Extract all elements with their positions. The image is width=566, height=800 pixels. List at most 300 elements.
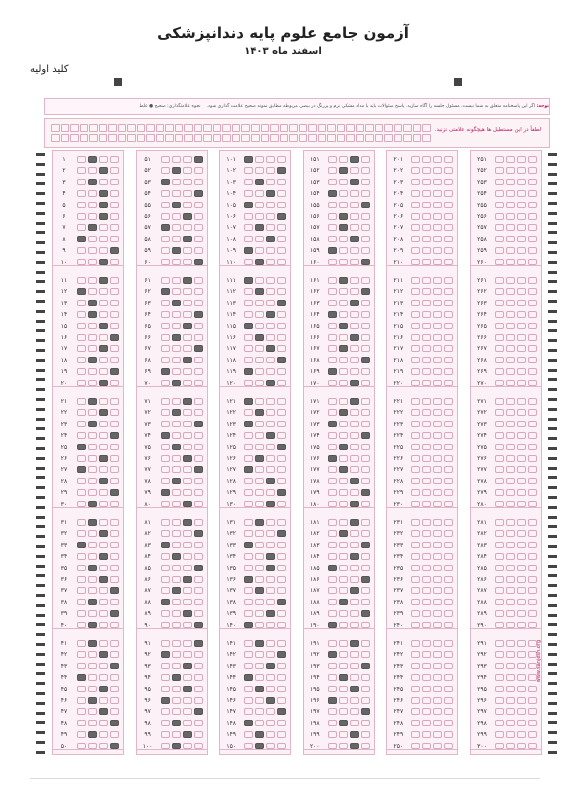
answer-bubble-2[interactable] (422, 444, 431, 451)
answer-bubble-2[interactable] (172, 530, 181, 537)
answer-bubble-2[interactable] (88, 444, 97, 451)
answer-bubble-2[interactable] (339, 587, 348, 594)
answer-bubble-1[interactable] (161, 610, 170, 617)
answer-bubble-2[interactable] (339, 421, 348, 428)
answer-bubble-4[interactable] (528, 202, 537, 209)
answer-bubble-3[interactable] (183, 334, 192, 341)
answer-bubble-4[interactable] (277, 489, 286, 496)
answer-bubble-2[interactable] (172, 345, 181, 352)
answer-bubble-3[interactable] (183, 720, 192, 727)
answer-bubble-3[interactable] (183, 224, 192, 231)
answer-bubble-3[interactable] (517, 300, 526, 307)
answer-bubble-2[interactable] (339, 247, 348, 254)
answer-bubble-3[interactable] (350, 167, 359, 174)
answer-bubble-4[interactable] (528, 708, 537, 715)
answer-bubble-3[interactable] (350, 432, 359, 439)
answer-bubble-1[interactable] (495, 409, 504, 416)
answer-bubble-4[interactable] (528, 213, 537, 220)
answer-bubble-4[interactable] (528, 345, 537, 352)
answer-bubble-2[interactable] (88, 236, 97, 243)
answer-bubble-1[interactable] (244, 368, 253, 375)
answer-bubble-2[interactable] (506, 179, 515, 186)
answer-bubble-1[interactable] (411, 663, 420, 670)
answer-bubble-4[interactable] (528, 576, 537, 583)
answer-bubble-1[interactable] (328, 277, 337, 284)
answer-bubble-3[interactable] (350, 720, 359, 727)
answer-bubble-2[interactable] (172, 357, 181, 364)
answer-bubble-2[interactable] (172, 708, 181, 715)
answer-bubble-2[interactable] (506, 409, 515, 416)
answer-bubble-3[interactable] (517, 587, 526, 594)
answer-bubble-4[interactable] (194, 686, 203, 693)
answer-bubble-4[interactable] (528, 156, 537, 163)
answer-bubble-3[interactable] (183, 357, 192, 364)
answer-bubble-3[interactable] (433, 444, 442, 451)
answer-bubble-4[interactable] (361, 247, 370, 254)
answer-bubble-1[interactable] (161, 640, 170, 647)
answer-bubble-2[interactable] (339, 489, 348, 496)
answer-bubble-1[interactable] (328, 651, 337, 658)
answer-bubble-4[interactable] (444, 686, 453, 693)
answer-bubble-3[interactable] (266, 167, 275, 174)
answer-bubble-1[interactable] (161, 202, 170, 209)
answer-bubble-2[interactable] (339, 311, 348, 318)
answer-bubble-1[interactable] (411, 686, 420, 693)
answer-bubble-3[interactable] (433, 224, 442, 231)
answer-bubble-3[interactable] (266, 686, 275, 693)
answer-bubble-2[interactable] (339, 542, 348, 549)
answer-bubble-2[interactable] (506, 720, 515, 727)
answer-bubble-3[interactable] (183, 743, 192, 750)
answer-bubble-4[interactable] (528, 565, 537, 572)
answer-bubble-1[interactable] (411, 542, 420, 549)
answer-bubble-4[interactable] (444, 565, 453, 572)
answer-bubble-1[interactable] (411, 708, 420, 715)
answer-bubble-1[interactable] (495, 179, 504, 186)
answer-bubble-4[interactable] (361, 455, 370, 462)
answer-bubble-4[interactable] (110, 542, 119, 549)
answer-bubble-3[interactable] (433, 466, 442, 473)
answer-bubble-1[interactable] (495, 530, 504, 537)
answer-bubble-1[interactable] (161, 489, 170, 496)
answer-bubble-1[interactable] (328, 674, 337, 681)
answer-bubble-4[interactable] (277, 640, 286, 647)
answer-bubble-1[interactable] (411, 697, 420, 704)
answer-bubble-2[interactable] (339, 334, 348, 341)
answer-bubble-3[interactable] (183, 236, 192, 243)
answer-bubble-3[interactable] (266, 663, 275, 670)
answer-bubble-3[interactable] (433, 368, 442, 375)
answer-bubble-3[interactable] (99, 478, 108, 485)
answer-bubble-1[interactable] (161, 651, 170, 658)
answer-bubble-1[interactable] (495, 421, 504, 428)
answer-bubble-3[interactable] (433, 409, 442, 416)
answer-bubble-3[interactable] (99, 202, 108, 209)
answer-bubble-3[interactable] (433, 156, 442, 163)
answer-bubble-2[interactable] (339, 686, 348, 693)
answer-bubble-4[interactable] (444, 311, 453, 318)
answer-bubble-3[interactable] (99, 663, 108, 670)
answer-bubble-2[interactable] (422, 380, 431, 387)
answer-bubble-4[interactable] (444, 432, 453, 439)
answer-bubble-4[interactable] (444, 156, 453, 163)
answer-bubble-2[interactable] (172, 398, 181, 405)
answer-bubble-3[interactable] (266, 247, 275, 254)
answer-bubble-1[interactable] (328, 455, 337, 462)
answer-bubble-3[interactable] (266, 455, 275, 462)
answer-bubble-1[interactable] (77, 277, 86, 284)
answer-bubble-1[interactable] (244, 444, 253, 451)
answer-bubble-4[interactable] (361, 202, 370, 209)
answer-bubble-3[interactable] (350, 587, 359, 594)
answer-bubble-4[interactable] (110, 599, 119, 606)
answer-bubble-3[interactable] (517, 323, 526, 330)
answer-bubble-1[interactable] (77, 542, 86, 549)
answer-bubble-1[interactable] (77, 478, 86, 485)
answer-bubble-4[interactable] (528, 610, 537, 617)
answer-bubble-3[interactable] (266, 530, 275, 537)
answer-bubble-2[interactable] (422, 587, 431, 594)
answer-bubble-3[interactable] (183, 519, 192, 526)
answer-bubble-3[interactable] (183, 599, 192, 606)
answer-bubble-4[interactable] (444, 587, 453, 594)
answer-bubble-3[interactable] (517, 357, 526, 364)
answer-bubble-2[interactable] (339, 236, 348, 243)
answer-bubble-4[interactable] (361, 708, 370, 715)
answer-bubble-1[interactable] (411, 300, 420, 307)
answer-bubble-2[interactable] (255, 421, 264, 428)
answer-bubble-3[interactable] (517, 156, 526, 163)
answer-bubble-4[interactable] (528, 587, 537, 594)
answer-bubble-1[interactable] (411, 720, 420, 727)
answer-bubble-2[interactable] (422, 743, 431, 750)
answer-bubble-1[interactable] (328, 640, 337, 647)
answer-bubble-4[interactable] (444, 259, 453, 266)
answer-bubble-1[interactable] (161, 455, 170, 462)
answer-bubble-1[interactable] (77, 213, 86, 220)
answer-bubble-2[interactable] (255, 466, 264, 473)
answer-bubble-4[interactable] (361, 501, 370, 508)
answer-bubble-3[interactable] (350, 466, 359, 473)
answer-bubble-1[interactable] (244, 323, 253, 330)
answer-bubble-3[interactable] (433, 179, 442, 186)
answer-bubble-1[interactable] (77, 455, 86, 462)
answer-bubble-4[interactable] (277, 259, 286, 266)
answer-bubble-4[interactable] (528, 247, 537, 254)
answer-bubble-4[interactable] (528, 398, 537, 405)
answer-bubble-2[interactable] (506, 334, 515, 341)
answer-bubble-4[interactable] (444, 466, 453, 473)
answer-bubble-2[interactable] (422, 311, 431, 318)
answer-bubble-3[interactable] (517, 202, 526, 209)
answer-bubble-2[interactable] (255, 288, 264, 295)
answer-bubble-2[interactable] (88, 277, 97, 284)
answer-bubble-3[interactable] (517, 213, 526, 220)
answer-bubble-1[interactable] (161, 542, 170, 549)
answer-bubble-2[interactable] (506, 345, 515, 352)
answer-bubble-4[interactable] (277, 587, 286, 594)
answer-bubble-2[interactable] (88, 368, 97, 375)
answer-bubble-1[interactable] (161, 277, 170, 284)
answer-bubble-2[interactable] (506, 202, 515, 209)
answer-bubble-2[interactable] (506, 357, 515, 364)
answer-bubble-4[interactable] (444, 743, 453, 750)
answer-bubble-4[interactable] (277, 663, 286, 670)
answer-bubble-4[interactable] (194, 236, 203, 243)
answer-bubble-1[interactable] (244, 519, 253, 526)
answer-bubble-3[interactable] (350, 311, 359, 318)
answer-bubble-4[interactable] (528, 357, 537, 364)
answer-bubble-1[interactable] (328, 179, 337, 186)
answer-bubble-1[interactable] (328, 236, 337, 243)
answer-bubble-1[interactable] (328, 542, 337, 549)
answer-bubble-3[interactable] (99, 380, 108, 387)
answer-bubble-3[interactable] (517, 247, 526, 254)
answer-bubble-4[interactable] (110, 489, 119, 496)
answer-bubble-1[interactable] (328, 501, 337, 508)
answer-bubble-3[interactable] (99, 519, 108, 526)
answer-bubble-4[interactable] (194, 640, 203, 647)
answer-bubble-3[interactable] (433, 622, 442, 629)
answer-bubble-3[interactable] (183, 708, 192, 715)
answer-bubble-2[interactable] (422, 501, 431, 508)
answer-bubble-2[interactable] (172, 421, 181, 428)
answer-bubble-4[interactable] (194, 345, 203, 352)
answer-bubble-3[interactable] (266, 651, 275, 658)
answer-bubble-1[interactable] (244, 587, 253, 594)
answer-bubble-1[interactable] (77, 651, 86, 658)
answer-bubble-1[interactable] (244, 720, 253, 727)
answer-bubble-1[interactable] (328, 311, 337, 318)
answer-bubble-2[interactable] (172, 519, 181, 526)
answer-bubble-3[interactable] (183, 190, 192, 197)
answer-bubble-1[interactable] (77, 398, 86, 405)
answer-bubble-1[interactable] (161, 519, 170, 526)
answer-bubble-4[interactable] (277, 236, 286, 243)
answer-bubble-1[interactable] (77, 259, 86, 266)
answer-bubble-3[interactable] (433, 640, 442, 647)
answer-bubble-4[interactable] (361, 731, 370, 738)
answer-bubble-2[interactable] (88, 576, 97, 583)
answer-bubble-1[interactable] (495, 277, 504, 284)
answer-bubble-3[interactable] (183, 674, 192, 681)
answer-bubble-1[interactable] (77, 674, 86, 681)
answer-bubble-1[interactable] (411, 288, 420, 295)
answer-bubble-1[interactable] (77, 599, 86, 606)
answer-bubble-2[interactable] (422, 300, 431, 307)
answer-bubble-4[interactable] (194, 576, 203, 583)
answer-bubble-2[interactable] (255, 478, 264, 485)
answer-bubble-4[interactable] (361, 466, 370, 473)
answer-bubble-2[interactable] (422, 553, 431, 560)
answer-bubble-1[interactable] (244, 674, 253, 681)
answer-bubble-1[interactable] (495, 288, 504, 295)
answer-bubble-1[interactable] (244, 213, 253, 220)
answer-bubble-4[interactable] (444, 697, 453, 704)
answer-bubble-4[interactable] (194, 708, 203, 715)
answer-bubble-3[interactable] (433, 576, 442, 583)
answer-bubble-4[interactable] (528, 432, 537, 439)
answer-bubble-1[interactable] (161, 553, 170, 560)
answer-bubble-1[interactable] (244, 530, 253, 537)
answer-bubble-4[interactable] (277, 156, 286, 163)
answer-bubble-3[interactable] (517, 686, 526, 693)
answer-bubble-4[interactable] (277, 213, 286, 220)
answer-bubble-1[interactable] (244, 277, 253, 284)
answer-bubble-3[interactable] (517, 651, 526, 658)
answer-bubble-2[interactable] (255, 599, 264, 606)
answer-bubble-1[interactable] (244, 686, 253, 693)
answer-bubble-1[interactable] (495, 697, 504, 704)
answer-bubble-2[interactable] (172, 323, 181, 330)
answer-bubble-2[interactable] (88, 743, 97, 750)
answer-bubble-3[interactable] (99, 553, 108, 560)
answer-bubble-3[interactable] (517, 432, 526, 439)
answer-bubble-4[interactable] (110, 156, 119, 163)
answer-bubble-4[interactable] (361, 213, 370, 220)
answer-bubble-3[interactable] (99, 565, 108, 572)
answer-bubble-4[interactable] (110, 409, 119, 416)
answer-bubble-3[interactable] (266, 368, 275, 375)
answer-bubble-2[interactable] (506, 432, 515, 439)
answer-bubble-2[interactable] (172, 686, 181, 693)
answer-bubble-4[interactable] (361, 651, 370, 658)
answer-bubble-2[interactable] (255, 708, 264, 715)
answer-bubble-4[interactable] (194, 179, 203, 186)
answer-bubble-2[interactable] (339, 466, 348, 473)
answer-bubble-2[interactable] (88, 300, 97, 307)
answer-bubble-2[interactable] (172, 622, 181, 629)
answer-bubble-3[interactable] (183, 489, 192, 496)
answer-bubble-4[interactable] (277, 478, 286, 485)
answer-bubble-1[interactable] (244, 731, 253, 738)
answer-bubble-2[interactable] (339, 599, 348, 606)
answer-bubble-2[interactable] (339, 720, 348, 727)
answer-bubble-3[interactable] (266, 156, 275, 163)
answer-bubble-2[interactable] (255, 202, 264, 209)
answer-bubble-2[interactable] (422, 466, 431, 473)
answer-bubble-1[interactable] (244, 357, 253, 364)
answer-bubble-4[interactable] (277, 247, 286, 254)
answer-bubble-2[interactable] (339, 478, 348, 485)
answer-bubble-2[interactable] (339, 156, 348, 163)
answer-bubble-2[interactable] (339, 663, 348, 670)
answer-bubble-1[interactable] (328, 357, 337, 364)
answer-bubble-3[interactable] (350, 259, 359, 266)
answer-bubble-4[interactable] (110, 553, 119, 560)
answer-bubble-4[interactable] (194, 311, 203, 318)
answer-bubble-2[interactable] (506, 167, 515, 174)
answer-bubble-3[interactable] (433, 708, 442, 715)
answer-bubble-2[interactable] (422, 686, 431, 693)
answer-bubble-3[interactable] (99, 277, 108, 284)
answer-bubble-4[interactable] (528, 421, 537, 428)
answer-bubble-1[interactable] (495, 576, 504, 583)
answer-bubble-3[interactable] (517, 674, 526, 681)
answer-bubble-2[interactable] (422, 368, 431, 375)
answer-bubble-2[interactable] (255, 334, 264, 341)
answer-bubble-4[interactable] (528, 179, 537, 186)
answer-bubble-2[interactable] (172, 432, 181, 439)
answer-bubble-2[interactable] (255, 455, 264, 462)
answer-bubble-3[interactable] (99, 345, 108, 352)
answer-bubble-3[interactable] (350, 565, 359, 572)
answer-bubble-3[interactable] (433, 357, 442, 364)
answer-bubble-1[interactable] (244, 398, 253, 405)
answer-bubble-1[interactable] (328, 167, 337, 174)
answer-bubble-2[interactable] (88, 259, 97, 266)
answer-bubble-2[interactable] (339, 288, 348, 295)
answer-bubble-4[interactable] (277, 357, 286, 364)
answer-bubble-3[interactable] (350, 357, 359, 364)
answer-bubble-2[interactable] (506, 553, 515, 560)
answer-bubble-4[interactable] (444, 247, 453, 254)
answer-bubble-4[interactable] (110, 674, 119, 681)
answer-bubble-3[interactable] (350, 640, 359, 647)
answer-bubble-1[interactable] (328, 368, 337, 375)
answer-bubble-1[interactable] (495, 743, 504, 750)
answer-bubble-3[interactable] (350, 345, 359, 352)
answer-bubble-3[interactable] (517, 259, 526, 266)
answer-bubble-4[interactable] (277, 530, 286, 537)
answer-bubble-1[interactable] (244, 489, 253, 496)
answer-bubble-2[interactable] (422, 576, 431, 583)
answer-bubble-3[interactable] (350, 224, 359, 231)
answer-bubble-3[interactable] (99, 409, 108, 416)
answer-bubble-4[interactable] (277, 708, 286, 715)
answer-bubble-4[interactable] (361, 478, 370, 485)
answer-bubble-2[interactable] (506, 519, 515, 526)
answer-bubble-1[interactable] (77, 421, 86, 428)
answer-bubble-3[interactable] (99, 731, 108, 738)
answer-bubble-1[interactable] (411, 236, 420, 243)
answer-bubble-4[interactable] (277, 610, 286, 617)
answer-bubble-4[interactable] (277, 311, 286, 318)
answer-bubble-1[interactable] (328, 288, 337, 295)
answer-bubble-1[interactable] (328, 409, 337, 416)
answer-bubble-3[interactable] (183, 213, 192, 220)
answer-bubble-1[interactable] (77, 640, 86, 647)
answer-bubble-3[interactable] (266, 610, 275, 617)
answer-bubble-4[interactable] (444, 542, 453, 549)
answer-bubble-2[interactable] (88, 156, 97, 163)
answer-bubble-2[interactable] (506, 501, 515, 508)
answer-bubble-1[interactable] (411, 334, 420, 341)
answer-bubble-2[interactable] (422, 190, 431, 197)
answer-bubble-4[interactable] (277, 421, 286, 428)
answer-bubble-2[interactable] (88, 323, 97, 330)
answer-bubble-1[interactable] (495, 542, 504, 549)
answer-bubble-4[interactable] (528, 311, 537, 318)
answer-bubble-3[interactable] (266, 236, 275, 243)
answer-bubble-2[interactable] (172, 576, 181, 583)
answer-bubble-2[interactable] (506, 622, 515, 629)
answer-bubble-3[interactable] (350, 501, 359, 508)
answer-bubble-1[interactable] (77, 519, 86, 526)
answer-bubble-3[interactable] (183, 731, 192, 738)
answer-bubble-4[interactable] (361, 720, 370, 727)
answer-bubble-3[interactable] (350, 599, 359, 606)
answer-bubble-2[interactable] (339, 259, 348, 266)
answer-bubble-4[interactable] (361, 421, 370, 428)
answer-bubble-4[interactable] (110, 720, 119, 727)
answer-bubble-1[interactable] (411, 640, 420, 647)
answer-bubble-3[interactable] (517, 610, 526, 617)
answer-bubble-1[interactable] (244, 311, 253, 318)
answer-bubble-4[interactable] (361, 542, 370, 549)
answer-bubble-3[interactable] (433, 213, 442, 220)
answer-bubble-2[interactable] (88, 674, 97, 681)
